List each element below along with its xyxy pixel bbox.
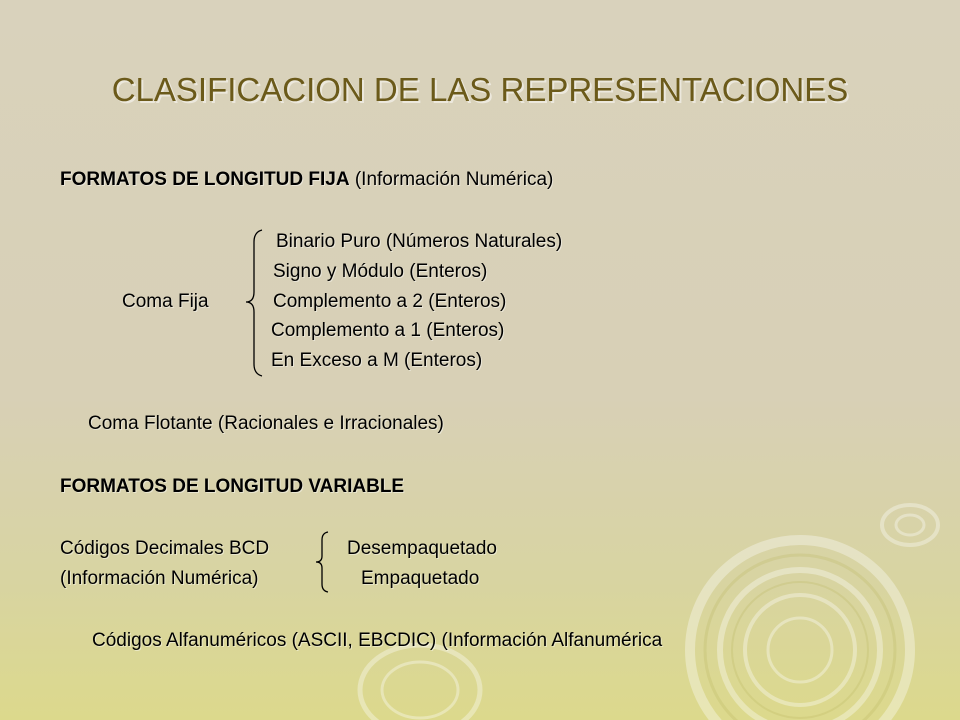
bcd-label-line1: Códigos Decimales BCD: [60, 538, 270, 559]
coma-fija-item-complemento-2: Complemento a 2 (Enteros): [273, 291, 507, 312]
coma-fija-item-complemento-1: Complemento a 1 (Enteros): [271, 320, 505, 341]
fixed-length-heading: FORMATOS DE LONGITUD FIJA: [60, 169, 350, 190]
bcd-item-empaquetado: Empaquetado: [361, 568, 480, 589]
coma-fija-brace: [244, 228, 266, 378]
variable-length-heading: FORMATOS DE LONGITUD VARIABLE: [60, 476, 405, 497]
coma-fija-item-signo-modulo: Signo y Módulo (Enteros): [273, 261, 488, 282]
bcd-brace: [313, 530, 331, 594]
coma-flotante-line: Coma Flotante (Racionales e Irracionales): [88, 413, 444, 434]
bcd-label-line2: (Información Numérica): [60, 568, 259, 589]
bcd-item-desempaquetado: Desempaquetado: [347, 538, 497, 559]
alfanumericos-line: Códigos Alfanuméricos (ASCII, EBCDIC) (Información Alfanumérica: [92, 630, 663, 651]
coma-fija-item-exceso-m: En Exceso a M (Enteros): [271, 350, 483, 371]
fixed-length-note: (Información Numérica): [349, 169, 554, 190]
coma-fija-item-binario: Binario Puro (Números Naturales): [276, 231, 563, 252]
fixed-length-heading-line: [60, 169, 553, 191]
coma-fija-label: Coma Fija: [122, 291, 209, 312]
slide-title: CLASIFICACION DE LAS REPRESENTACIONES: [111, 71, 849, 108]
